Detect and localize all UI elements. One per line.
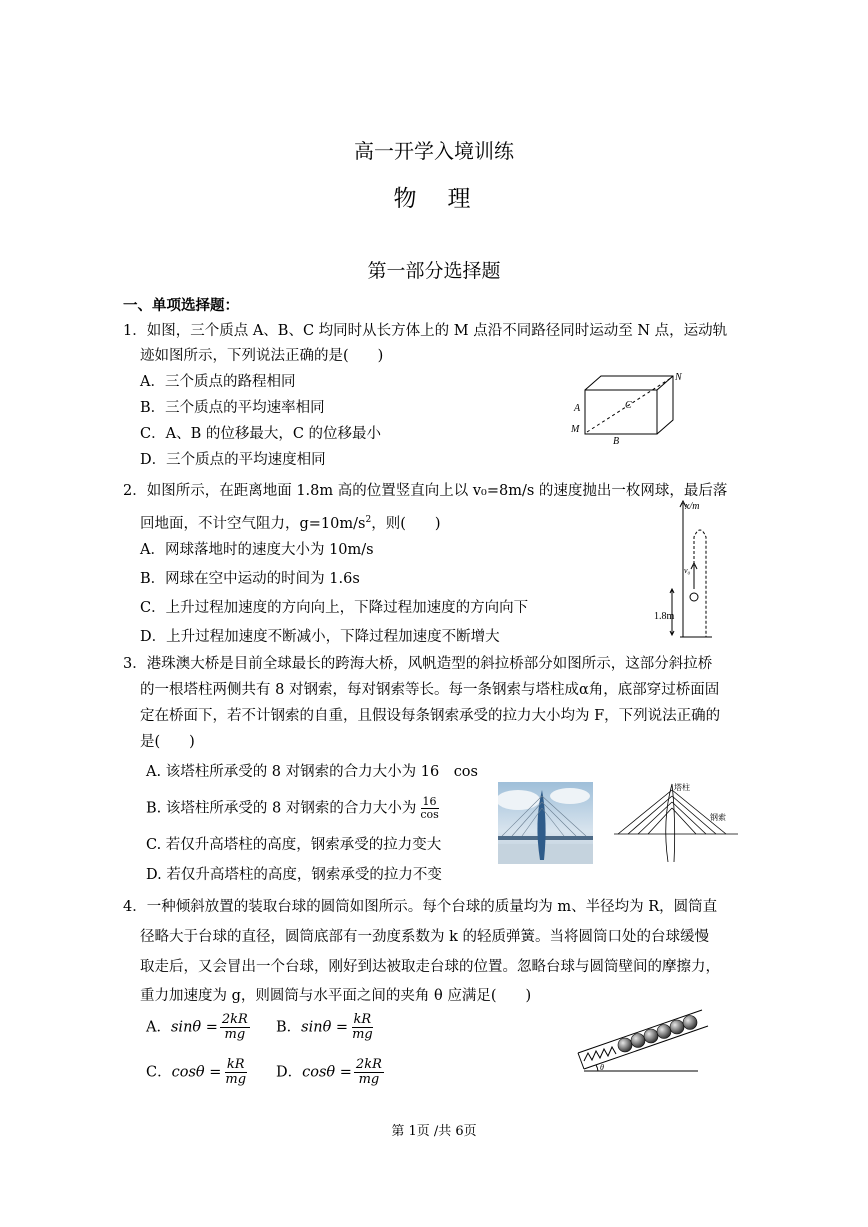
q3-stem-line-2: 的一根塔柱两侧共有 8 对钢索，每对钢索等长。每一条钢索与塔柱成α角，底部穿过桥面固 — [140, 682, 720, 698]
q1-label-c: C — [625, 400, 632, 411]
q1-option-c[interactable]: C．A、B 的位移最大，C 的位移最小 — [140, 426, 382, 442]
q1-label-a: A — [574, 403, 581, 414]
q4-option-a[interactable]: A．sinθ = $\frac{2kR}{mg}$ — [146, 1012, 248, 1042]
q1-stem-line-2: 迹如图所示，下列说法正确的是( ) — [140, 348, 384, 364]
q4-tube-figure — [574, 1005, 714, 1077]
q1-option-b[interactable]: B．三个质点的平均速率相同 — [140, 400, 325, 416]
q1-label-b: B — [613, 436, 620, 446]
q4-stem-line-1: 4．一种倾斜放置的装取台球的圆筒如图所示。每个台球的质量均为 m、半径均为 R，圆筒直 — [123, 899, 718, 915]
q3-option-b[interactable]: B. 该塔柱所承受的 8 对钢索的合力大小为 $\frac{16}{\cos}$ — [146, 795, 439, 821]
q3-cable-label: 钢索 — [710, 813, 726, 822]
part-title: 第一部分选择题 — [367, 260, 501, 282]
q3-stem-line-1: 3．港珠澳大桥是目前全球最长的跨海大桥，风帆造型的斜拉桥部分如图所示，这部分斜拉桥 — [123, 656, 713, 672]
q3-cable-diagram — [612, 780, 740, 864]
q4-stem-line-2: 径略大于台球的直径，圆筒底部有一劲度系数为 k 的轻质弹簧。当将圆筒口处的台球缓慢 — [140, 929, 710, 945]
q2-axis-label: x/m — [685, 501, 700, 512]
q2-option-d[interactable]: D．上升过程加速度不断减小，下降过程加速度不断增大 — [140, 629, 500, 645]
q2-option-b[interactable]: B．网球在空中运动的时间为 1.6s — [140, 571, 360, 587]
q3-option-d[interactable]: D. 若仅升高塔柱的高度，钢索承受的拉力不变 — [146, 867, 442, 883]
q1-option-d[interactable]: D．三个质点的平均速度相同 — [140, 452, 326, 468]
q4-theta-label: θ — [600, 1063, 604, 1072]
q1-cuboid-figure — [565, 366, 685, 446]
q4-option-d[interactable]: D．cosθ = $\frac{2kR}{mg}$ — [276, 1057, 382, 1087]
q2-tennis-figure — [650, 497, 730, 642]
subject-title: 物 理 — [393, 186, 475, 212]
q2-stem-line-1: 2．如图所示，在距离地面 1.8m 高的位置竖直向上以 v₀=8m/s 的速度抛出一枚网球，最后落 — [123, 483, 728, 499]
q3-tower-label: 塔柱 — [674, 783, 690, 792]
page-footer: 第 1页 /共 6页 — [391, 1124, 477, 1139]
q3-bridge-photo — [498, 782, 593, 864]
q2-height-label: 1.8m — [654, 611, 675, 622]
q3-option-c[interactable]: C. 若仅升高塔柱的高度，钢索承受的拉力变大 — [146, 837, 442, 853]
q4-stem-line-3: 取走后，又会冒出一个台球，刚好到达被取走台球的位置。忽略台球与圆筒壁间的摩擦力， — [140, 959, 720, 975]
q1-option-a[interactable]: A．三个质点的路程相同 — [140, 374, 296, 390]
q3-option-a[interactable]: A. 该塔柱所承受的 8 对钢索的合力大小为 16 cos — [146, 764, 478, 780]
q1-label-n: N — [675, 372, 682, 383]
q4-option-b[interactable]: B．sinθ = $\frac{kR}{mg}$ — [276, 1012, 373, 1042]
exam-title: 高一开学入境训练 — [354, 139, 514, 163]
q1-label-m: M — [571, 424, 580, 435]
q4-option-c[interactable]: C．cosθ = $\frac{kR}{mg}$ — [146, 1057, 247, 1087]
q3-stem-line-4: 是( ) — [140, 734, 195, 750]
q4-stem-line-4: 重力加速度为 g，则圆筒与水平面之间的夹角 θ 应满足( ) — [140, 988, 532, 1004]
q2-option-c[interactable]: C．上升过程加速度的方向向上，下降过程加速度的方向向下 — [140, 600, 529, 616]
section-title: 一、单项选择题： — [123, 297, 239, 314]
q3-stem-line-3: 定在桥面下，若不计钢索的自重，且假设每条钢索承受的拉力大小均为 F，下列说法正确的 — [140, 708, 721, 724]
q2-stem-line-2: 回地面，不计空气阻力，$g=10m/s^2$，则( ) — [140, 515, 441, 532]
q2-v0-label: v₀ — [684, 566, 691, 575]
q2-option-a[interactable]: A．网球落地时的速度大小为 10m/s — [140, 542, 374, 558]
q1-stem-line-1: 1．如图，三个质点 A、B、C 均同时从长方体上的 M 点沿不同路径同时运动至 N 点，运动轨 — [123, 323, 728, 339]
